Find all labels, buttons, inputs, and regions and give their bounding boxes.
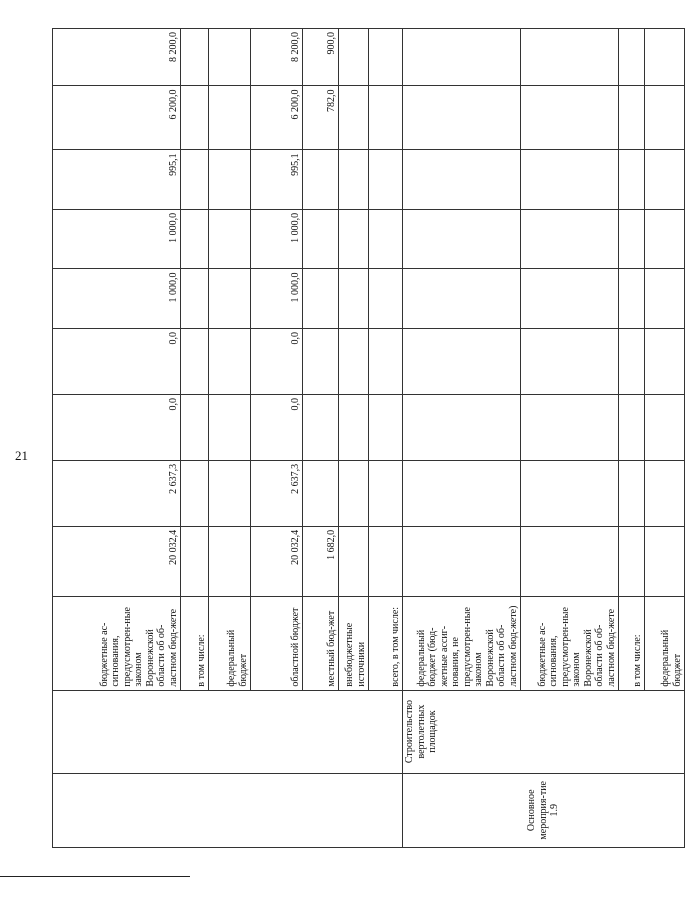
value-cell [209,86,251,150]
value-cell [645,329,685,395]
value-cell [369,86,403,150]
value-cell: 1 682,0 [303,526,339,596]
row-label: всего, в том числе: [369,597,403,691]
value-cell: 0,0 [251,394,303,460]
value-cell [303,394,339,460]
value-cell [181,29,209,87]
value-cell [369,394,403,460]
row-label: в том числе: [619,597,645,691]
value-cell [369,209,403,269]
value-cell [521,269,619,329]
value-cell [181,329,209,395]
value-cell [403,329,521,395]
value-cell [645,86,685,150]
value-cell: 8 200,0 [53,29,181,87]
value-cell: 2 637,3 [251,460,303,526]
value-cell [369,526,403,596]
event-name-cell: Строительство вертолетных площадок [403,690,685,773]
row-label: бюджетные ас-сигнования, предусмотрен-ные законом Воронежской области об об-ластном бюд-жете [53,597,181,691]
row-label: в том числе: [181,597,209,691]
value-cell [209,209,251,269]
value-cell: 8 200,0 [251,29,303,87]
value-cell: 900,0 [303,29,339,87]
value-cell: 0,0 [53,329,181,395]
value-cell [403,86,521,150]
value-cell [645,209,685,269]
value-cell [339,86,369,150]
value-cell [403,150,521,210]
value-cell [521,394,619,460]
value-cell [181,150,209,210]
page-number: 21 [15,448,28,463]
value-cell [521,150,619,210]
value-cell [645,460,685,526]
value-cell [369,269,403,329]
row-label: местный бюд-жет [303,597,339,691]
value-cell [181,526,209,596]
value-cell [645,29,685,87]
value-cell [645,526,685,596]
value-cell [369,150,403,210]
value-cell [645,150,685,210]
value-cell [369,329,403,395]
row-label: бюджетные ас-сигнования, предусмотрен-ные законом Воронежской области об об-ластном бюд-жете [521,597,619,691]
value-cell [403,209,521,269]
value-cell [209,150,251,210]
value-cell [403,29,521,87]
value-cell [181,394,209,460]
value-cell [339,29,369,87]
value-cell [619,209,645,269]
value-cell [339,329,369,395]
value-cell [403,269,521,329]
value-cell [619,269,645,329]
value-cell: 2 637,3 [53,460,181,526]
value-cell [521,29,619,87]
value-cell [521,526,619,596]
value-cell [181,269,209,329]
value-cell [303,460,339,526]
table-row [403,29,521,848]
value-cell: 1 000,0 [53,209,181,269]
value-cell [339,394,369,460]
value-cell: 995,1 [53,150,181,210]
value-cell: 6 200,0 [53,86,181,150]
value-cell: 0,0 [251,329,303,395]
value-cell [369,29,403,87]
row-label: федеральный бюджет (бюд-жетные ассиг-нования, не предусмотрен-ные законом Воронежской области об об-ластном бюд-жете) [403,597,521,691]
value-cell [619,460,645,526]
value-cell [619,86,645,150]
empty-name-cell [53,690,403,773]
rotated-table-container [52,28,683,848]
value-cell [181,209,209,269]
value-cell [521,209,619,269]
value-cell: 995,1 [251,150,303,210]
value-cell [303,209,339,269]
value-cell [521,86,619,150]
empty-type-cell [53,773,403,847]
value-cell [619,150,645,210]
value-cell: 1 000,0 [251,269,303,329]
value-cell: 20 032,4 [53,526,181,596]
value-cell [209,329,251,395]
value-cell [619,394,645,460]
value-cell [521,460,619,526]
value-cell [209,394,251,460]
value-cell [521,329,619,395]
value-cell [209,526,251,596]
row-label: областной бюджет [251,597,303,691]
value-cell: 782,0 [303,86,339,150]
value-cell [303,150,339,210]
footnote-separator [0,876,190,877]
budget-table [52,28,685,848]
value-cell [209,29,251,87]
value-cell [303,329,339,395]
value-cell [619,526,645,596]
value-cell [303,269,339,329]
value-cell [339,209,369,269]
table-row [53,29,181,848]
row-label: внебюджетные источники [339,597,369,691]
value-cell [339,150,369,210]
value-cell [619,329,645,395]
value-cell [403,394,521,460]
value-cell [403,526,521,596]
event-type-cell: Основное мероприя-тие 1.9 [403,773,685,847]
value-cell: 1 000,0 [251,209,303,269]
value-cell [181,86,209,150]
value-cell [181,460,209,526]
value-cell [645,394,685,460]
value-cell [209,460,251,526]
value-cell [339,269,369,329]
value-cell: 6 200,0 [251,86,303,150]
value-cell: 20 032,4 [251,526,303,596]
value-cell [369,460,403,526]
value-cell: 0,0 [53,394,181,460]
value-cell [645,269,685,329]
row-label: федеральный бюджет [645,597,685,691]
value-cell [339,526,369,596]
value-cell [209,269,251,329]
row-label: федеральный бюджет [209,597,251,691]
value-cell [403,460,521,526]
value-cell: 1 000,0 [53,269,181,329]
value-cell [619,29,645,87]
value-cell [339,460,369,526]
